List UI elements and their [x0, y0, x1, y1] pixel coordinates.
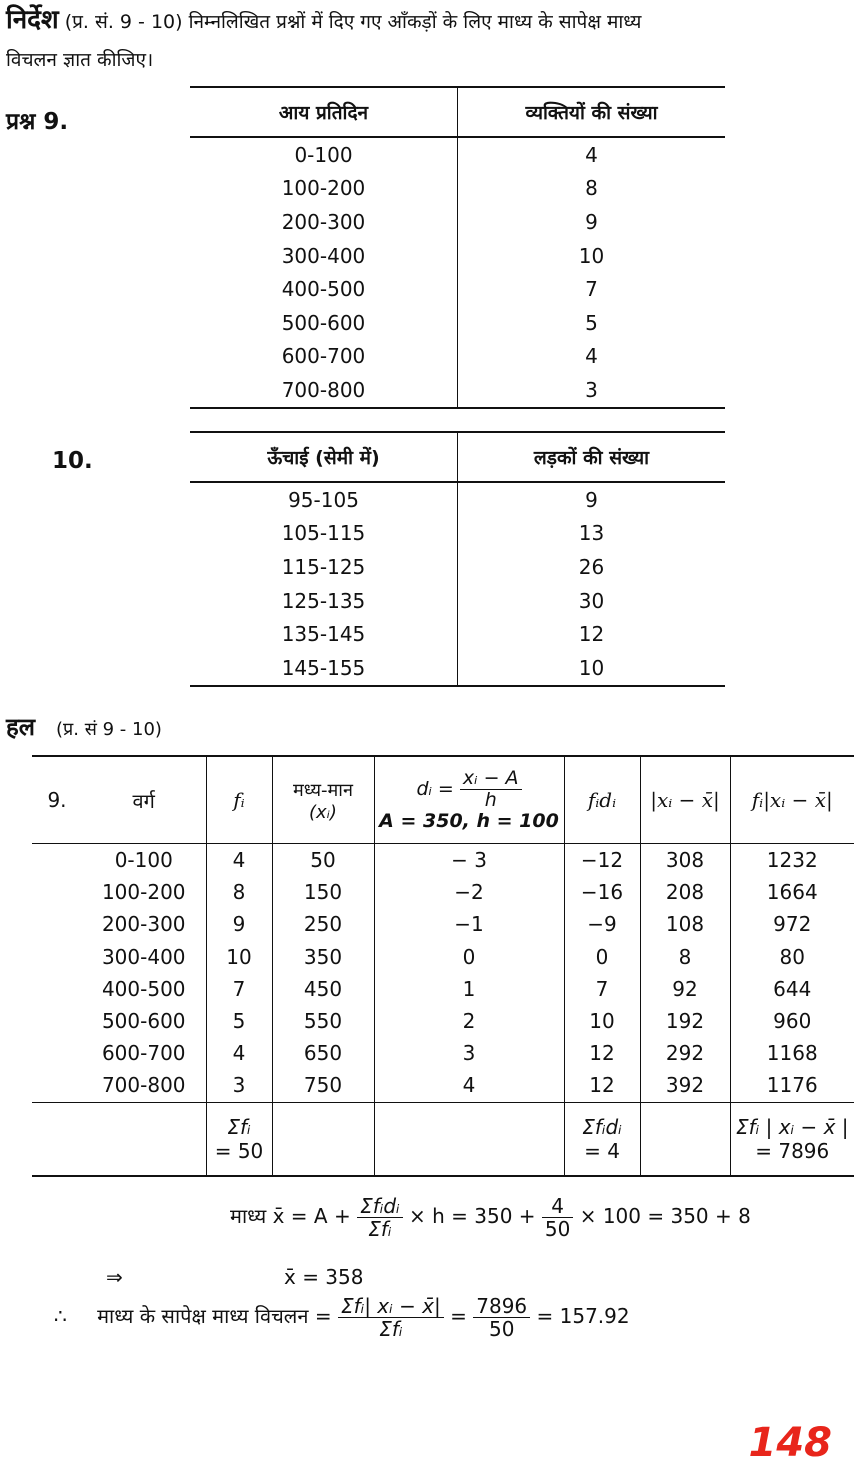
- q9-cell: 10: [578, 243, 605, 268]
- q9-row: [190, 373, 725, 408]
- solution-cell: − 3: [374, 844, 564, 877]
- q9-cell: 8: [585, 176, 598, 201]
- solution-cell: 400-500: [82, 973, 206, 1005]
- solution-cell: −2: [374, 876, 564, 908]
- q9-header-income: आय प्रतिदिन: [190, 87, 458, 137]
- solution-cell: −16: [564, 876, 640, 908]
- solution-cell: 92: [640, 973, 730, 1005]
- solution-cell: 200-300: [82, 908, 206, 940]
- solution-cell: 50: [272, 844, 374, 877]
- solution-cell: 550: [272, 1005, 374, 1037]
- q9-header-persons: व्यक्तियों की संख्या: [458, 87, 726, 137]
- totals-row: [32, 1102, 854, 1176]
- solution-cell: 9: [206, 908, 272, 940]
- solution-subtitle: (प्र. सं 9 - 10): [56, 719, 162, 740]
- solution-cell: 150: [272, 876, 374, 908]
- solution-cell: 1176: [766, 1073, 818, 1098]
- header-fi: fᵢ: [206, 756, 272, 844]
- directive-line-2: विचलन ज्ञात कीजिए।: [6, 49, 154, 71]
- solution-cell: 750: [272, 1069, 374, 1102]
- total-fdev: Σfᵢ | xᵢ − x̄ | = 7896: [730, 1102, 854, 1176]
- question-9-label: प्रश्न 9.: [6, 109, 69, 135]
- solution-row: [32, 908, 854, 940]
- header-di: dᵢ = $\frac{\text{xᵢ − A}}{h}$ A = 350, h = 100: [374, 756, 564, 844]
- solution-cell: 700-800: [82, 1069, 206, 1102]
- solution-cell: 960: [773, 1009, 812, 1034]
- q9-cell: 500-600: [190, 306, 458, 340]
- q10-header-height: ऊँचाई (सेमी में): [190, 432, 458, 482]
- q9-cell: 7: [585, 277, 598, 302]
- q9-cell: 600-700: [190, 340, 458, 374]
- q9-cell: 3: [458, 373, 726, 408]
- solution-cell: 350: [272, 941, 374, 973]
- q10-row: [190, 517, 725, 551]
- q10-cell: 115-125: [190, 550, 458, 584]
- solution-cell: 250: [272, 908, 374, 940]
- solution-cell: 208: [640, 876, 730, 908]
- solution-row: [32, 876, 854, 908]
- solution-cell: 7: [206, 973, 272, 1005]
- q10-cell: 145-155: [190, 651, 458, 686]
- mean-equation: माध्य x̄ = A + $\frac{\text{Σfᵢdᵢ}}{\text{Σfᵢ}}$ × h = 350 + $\frac{4}{50}$ × 100 = 350 + 8: [230, 1194, 751, 1241]
- solution-cell: 100-200: [82, 876, 206, 908]
- q10-row: [190, 617, 725, 651]
- q9-row: [190, 306, 725, 340]
- q9-cell: 4: [585, 142, 598, 167]
- header-fabsdev: fᵢ|xᵢ − x̄|: [730, 756, 854, 844]
- q10-cell: 12: [578, 622, 605, 647]
- solution-cell: 192: [640, 1005, 730, 1037]
- solution-row: [32, 844, 854, 877]
- solution-cell: 2: [374, 1005, 564, 1037]
- q9-cell: 300-400: [190, 239, 458, 273]
- solution-title: हल: [6, 713, 36, 741]
- solution-cell: 308: [640, 844, 730, 877]
- solution-cell: 3: [206, 1069, 272, 1102]
- q10-row: [190, 651, 725, 686]
- solution-cell: 12: [564, 1069, 640, 1102]
- q10-row: [190, 550, 725, 584]
- question-9-table: [190, 86, 725, 409]
- solution-row: [32, 973, 854, 1005]
- q10-cell: 105-115: [190, 517, 458, 551]
- solution-cell: 0: [374, 941, 564, 973]
- q10-cell: 125-135: [190, 584, 458, 618]
- q9-cell: 700-800: [190, 373, 458, 408]
- solution-cell: 8: [640, 941, 730, 973]
- q9-cell: 4: [585, 344, 598, 369]
- solution-cell: 3: [374, 1037, 564, 1069]
- mean-result: x̄ = 358: [284, 1265, 364, 1289]
- solution-cell: 4: [374, 1069, 564, 1102]
- mean-deviation-equation: ∴ माध्य के सापेक्ष माध्य विचलन = $\frac{\text{Σfᵢ| xᵢ − x̄|}}{\text{Σfᵢ}}$ = $\frac{7896}{50}$ = 157.92: [54, 1294, 630, 1341]
- q9-row: [190, 340, 725, 374]
- directive-heading: निर्देश: [6, 5, 59, 35]
- solution-cell: 450: [272, 973, 374, 1005]
- solution-cell: −9: [564, 908, 640, 940]
- header-fidi: fᵢdᵢ: [564, 756, 640, 844]
- q10-cell: 13: [578, 521, 605, 546]
- solution-cell: 8: [206, 876, 272, 908]
- question-10-label: 10.: [52, 448, 93, 474]
- question-10-table: [190, 431, 725, 687]
- q9-cell: 400-500: [190, 272, 458, 306]
- solution-cell: 300-400: [82, 941, 206, 973]
- q9-row: [190, 205, 725, 239]
- solution-row: [32, 1005, 854, 1037]
- q10-cell: 9: [585, 487, 598, 512]
- q10-cell: 30: [578, 588, 605, 613]
- solution-row: [32, 941, 854, 973]
- q9-row: [190, 137, 725, 172]
- implies-symbol: ⇒: [106, 1265, 123, 1289]
- q9-cell: 200-300: [190, 205, 458, 239]
- solution-heading: [6, 710, 162, 743]
- directive-line-1: [6, 6, 641, 36]
- q10-header-boys: लड़कों की संख्या: [458, 432, 726, 482]
- solution-row: [32, 1069, 854, 1102]
- q10-cell: 135-145: [190, 617, 458, 651]
- header-class: वर्ग: [82, 756, 206, 844]
- solution-cell: 292: [640, 1037, 730, 1069]
- directive-text: (प्र. सं. 9 - 10) निम्नलिखित प्रश्नों में दिए गए आँकड़ों के लिए माध्य के सापेक्ष माध्य: [64, 11, 642, 33]
- q9-row: [190, 272, 725, 306]
- solution-cell: 644: [773, 976, 812, 1001]
- solution-cell: 10: [564, 1005, 640, 1037]
- q10-cell: 26: [578, 554, 605, 579]
- q10-row: [190, 482, 725, 517]
- q9-cell: 9: [585, 209, 598, 234]
- q10-cell: 95-105: [190, 482, 458, 517]
- q9-row: [190, 172, 725, 206]
- q10-row: [190, 584, 725, 618]
- solution-cell: 4: [206, 844, 272, 877]
- q9-cell: 100-200: [190, 172, 458, 206]
- solution-cell: −12: [564, 844, 640, 877]
- solution-cell: 0: [564, 941, 640, 973]
- total-fd: Σfᵢdᵢ = 4: [564, 1102, 640, 1176]
- solution-cell: 1168: [766, 1041, 818, 1066]
- q9-row: [190, 239, 725, 273]
- solution-cell: 108: [640, 908, 730, 940]
- total-f: Σfᵢ = 50: [206, 1102, 272, 1176]
- solution-table: [32, 755, 854, 1177]
- header-midpoint: मध्य-मान (xᵢ): [272, 756, 374, 844]
- q9-cell: 5: [585, 310, 598, 335]
- solution-cell: 1232: [766, 848, 818, 873]
- solution-cell: 12: [564, 1037, 640, 1069]
- solution-cell: 7: [564, 973, 640, 1005]
- q9-cell: 0-100: [190, 137, 458, 172]
- solution-cell: 500-600: [82, 1005, 206, 1037]
- solution-row: [32, 1037, 854, 1069]
- solution-cell: 5: [206, 1005, 272, 1037]
- page-number: 148: [748, 1420, 832, 1466]
- solution-cell: 1664: [766, 880, 818, 905]
- solution-cell: 1: [374, 973, 564, 1005]
- solution-cell: 4: [206, 1037, 272, 1069]
- solution-cell: 392: [640, 1069, 730, 1102]
- solution-cell: 0-100: [82, 844, 206, 877]
- q10-cell: 10: [458, 651, 726, 686]
- solution-cell: 10: [206, 941, 272, 973]
- header-absdev: |xᵢ − x̄|: [640, 756, 730, 844]
- solution-cell: 650: [272, 1037, 374, 1069]
- solution-cell: −1: [374, 908, 564, 940]
- solution-cell: 972: [773, 912, 812, 937]
- solution-cell: 80: [779, 944, 805, 969]
- solution-qno: 9.: [32, 756, 82, 844]
- solution-cell: 600-700: [82, 1037, 206, 1069]
